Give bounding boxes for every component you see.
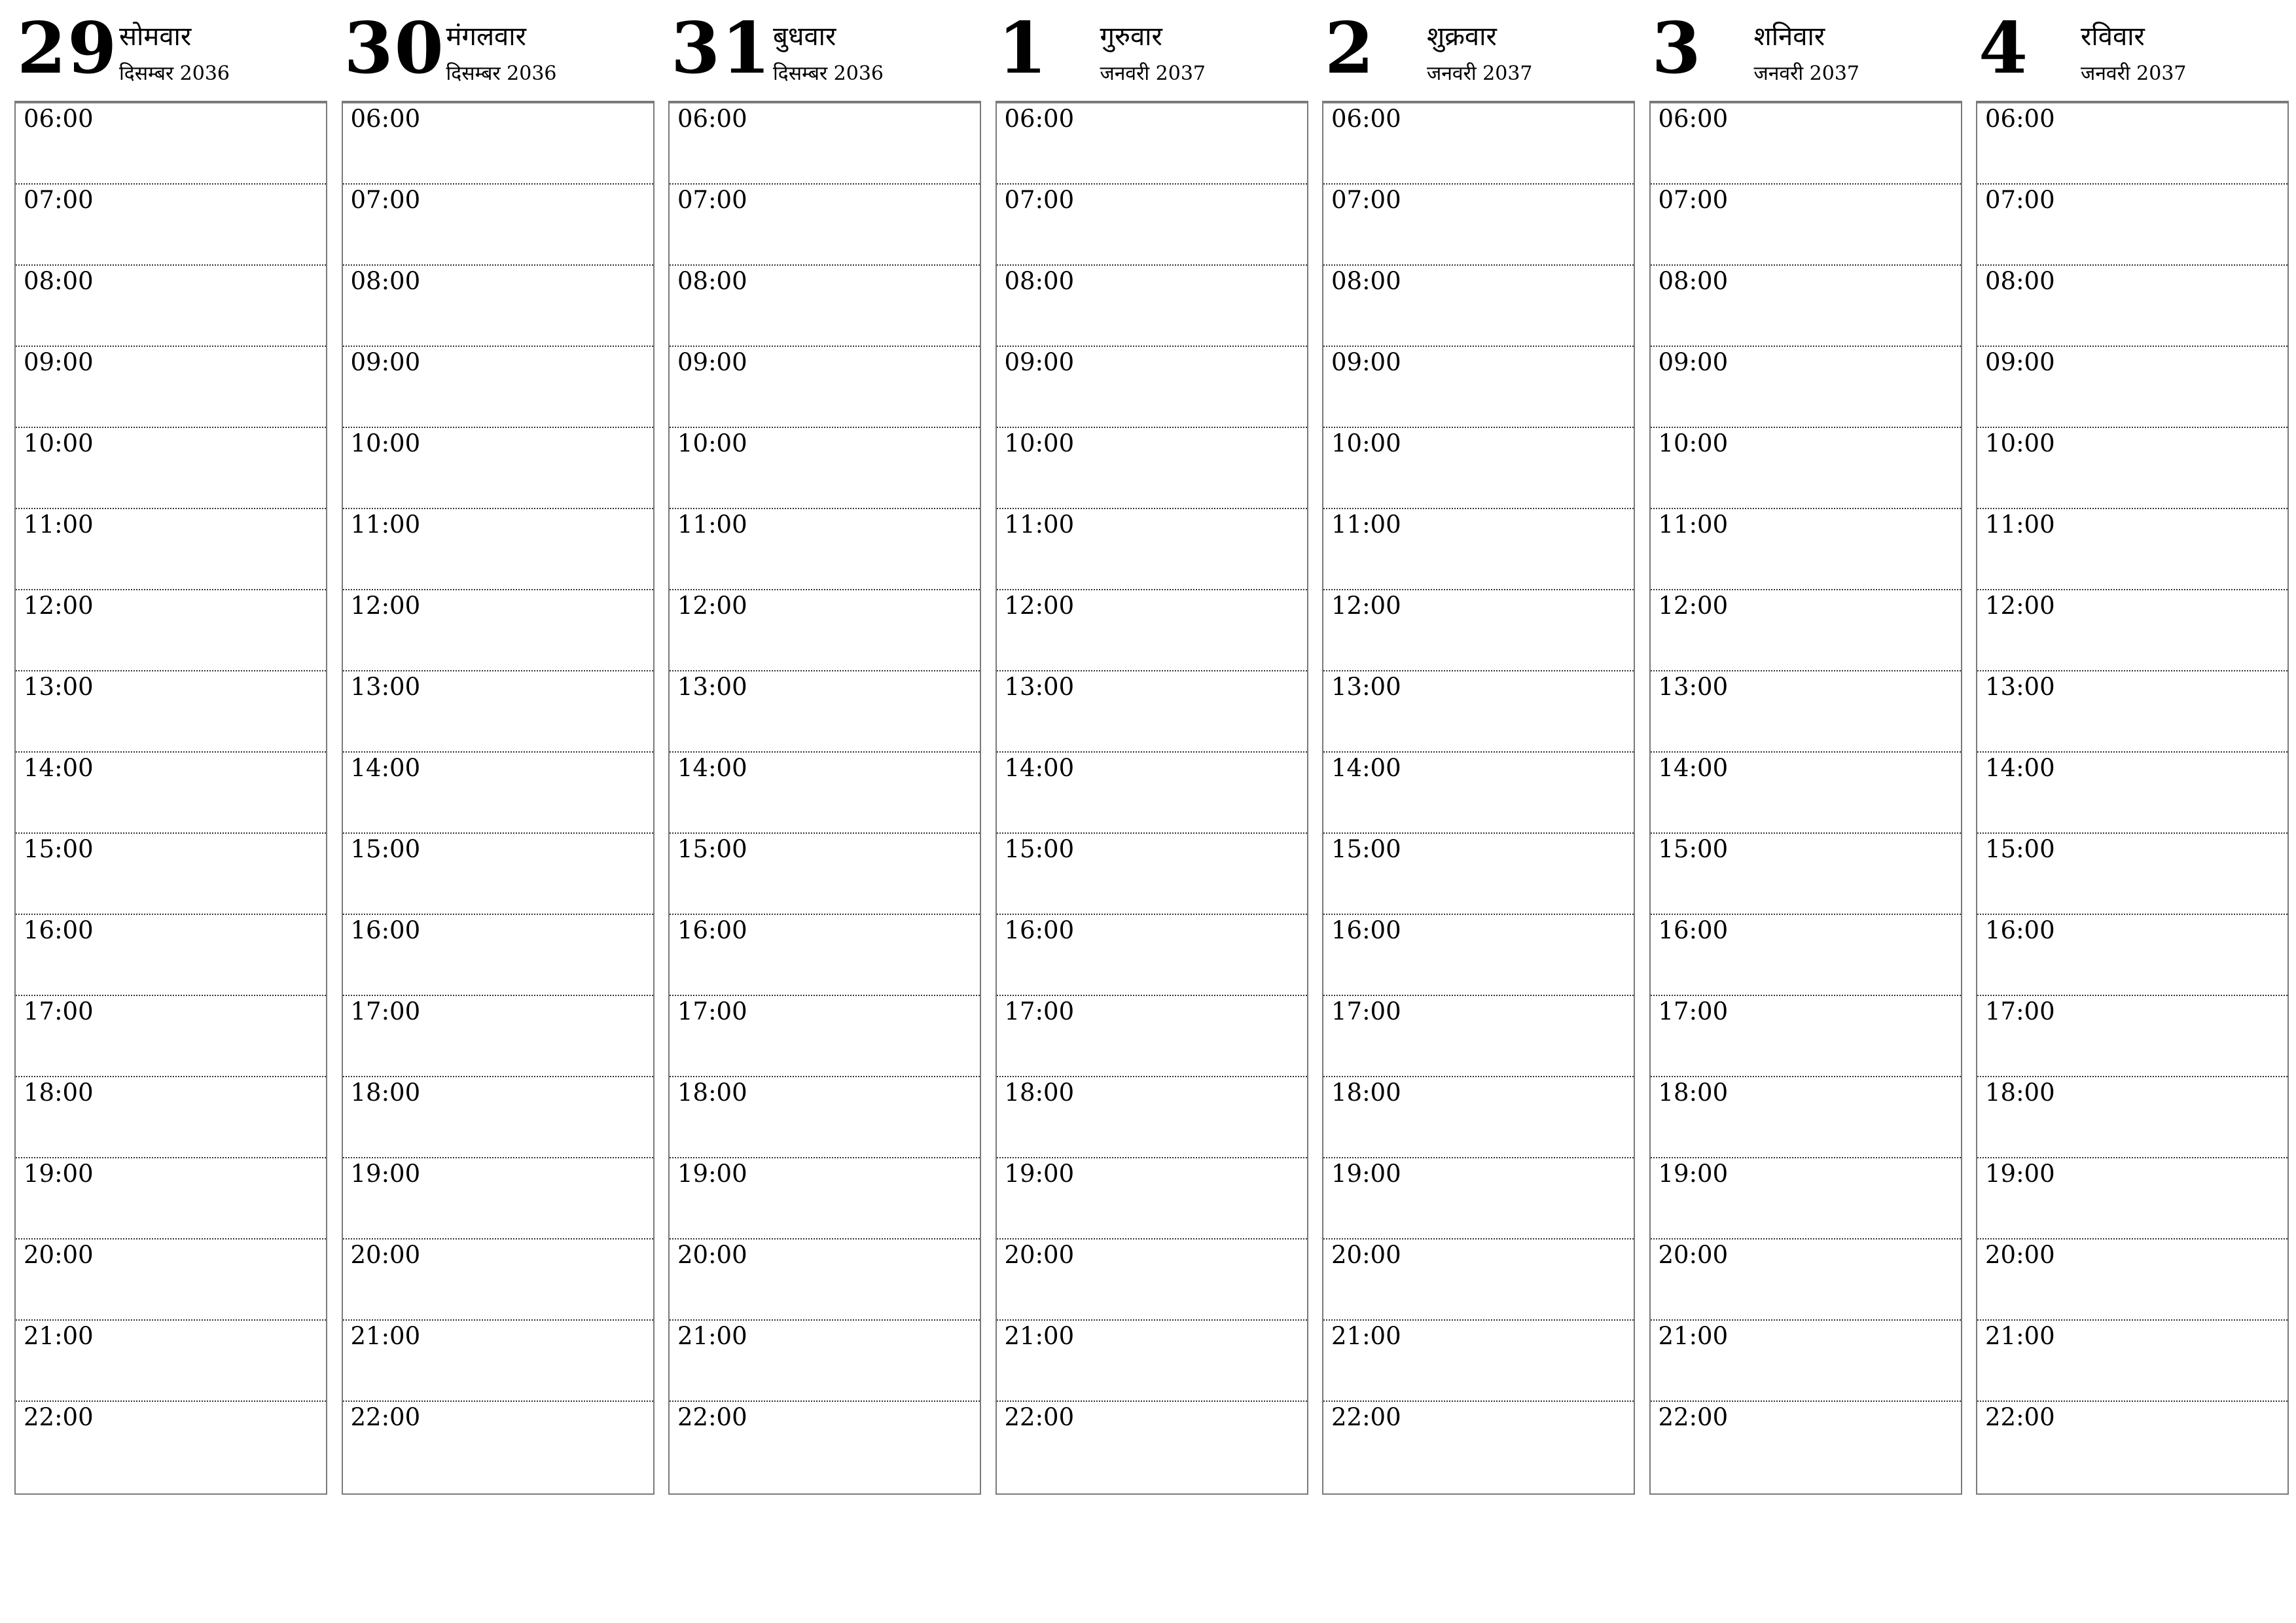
month-year: जनवरी 2037 (1753, 62, 1860, 85)
day-number: 31 (671, 7, 772, 90)
time-slot[interactable] (343, 185, 653, 266)
day-number: 3 (1651, 7, 1702, 90)
time-label: 22:00 (24, 1403, 94, 1431)
time-label: 08:00 (1658, 267, 1729, 295)
time-label: 07:00 (1658, 186, 1729, 214)
time-label: 22:00 (677, 1403, 747, 1431)
time-slot[interactable] (16, 103, 326, 185)
time-label: 16:00 (677, 916, 747, 944)
time-label: 11:00 (677, 510, 747, 539)
time-label: 18:00 (1004, 1079, 1075, 1107)
time-label: 07:00 (1004, 186, 1075, 214)
time-slot[interactable] (1651, 1158, 1961, 1240)
time-slot[interactable] (1977, 671, 2287, 753)
time-slot-box (14, 101, 327, 1495)
time-slot[interactable] (1977, 347, 2287, 428)
time-slot[interactable] (1651, 996, 1961, 1077)
month-year: जनवरी 2037 (1100, 62, 1206, 85)
time-label: 09:00 (24, 348, 94, 376)
time-slot[interactable] (1651, 1402, 1961, 1493)
time-slot[interactable] (343, 1321, 653, 1402)
day-column (342, 0, 655, 1499)
time-slot[interactable] (343, 1158, 653, 1240)
time-label: 07:00 (24, 186, 94, 214)
month-year: दिसम्बर 2036 (119, 62, 230, 85)
time-label: 18:00 (24, 1079, 94, 1107)
day-header (1649, 0, 1962, 101)
time-slot[interactable] (1977, 509, 2287, 590)
time-slot[interactable] (16, 671, 326, 753)
day-number: 2 (1325, 7, 1376, 90)
time-slot[interactable] (16, 1158, 326, 1240)
time-slot[interactable] (997, 671, 1307, 753)
time-label: 21:00 (1331, 1322, 1401, 1350)
time-label: 06:00 (24, 105, 94, 133)
time-label: 20:00 (24, 1241, 94, 1269)
time-slot[interactable] (1651, 1077, 1961, 1158)
time-slot[interactable] (16, 428, 326, 509)
time-slot[interactable] (343, 834, 653, 915)
time-label: 07:00 (350, 186, 421, 214)
time-label: 15:00 (350, 835, 421, 863)
time-label: 21:00 (24, 1322, 94, 1350)
weekday-name: गुरुवार (1100, 22, 1162, 52)
time-label: 10:00 (1331, 429, 1401, 457)
time-label: 14:00 (1004, 754, 1075, 782)
time-slot[interactable] (1323, 590, 1634, 671)
time-slot[interactable] (1651, 1240, 1961, 1321)
time-label: 18:00 (1985, 1079, 2055, 1107)
time-slot[interactable] (670, 671, 980, 753)
time-label: 08:00 (677, 267, 747, 295)
time-label: 06:00 (1004, 105, 1075, 133)
time-label: 21:00 (1985, 1322, 2055, 1350)
time-slot[interactable] (997, 1158, 1307, 1240)
day-header (668, 0, 981, 101)
time-label: 21:00 (350, 1322, 421, 1350)
time-label: 11:00 (24, 510, 94, 539)
time-label: 09:00 (1331, 348, 1401, 376)
time-label: 18:00 (1658, 1079, 1729, 1107)
time-slot[interactable] (1651, 428, 1961, 509)
time-slot[interactable] (1651, 103, 1961, 185)
time-label: 19:00 (350, 1160, 421, 1188)
time-label: 06:00 (1658, 105, 1729, 133)
time-label: 14:00 (1658, 754, 1729, 782)
time-slot[interactable] (997, 509, 1307, 590)
time-slot[interactable] (16, 347, 326, 428)
time-slot[interactable] (16, 1402, 326, 1493)
time-slot[interactable] (997, 103, 1307, 185)
time-slot[interactable] (343, 590, 653, 671)
time-label: 15:00 (1331, 835, 1401, 863)
time-slot[interactable] (1651, 590, 1961, 671)
time-label: 19:00 (24, 1160, 94, 1188)
time-slot[interactable] (1977, 185, 2287, 266)
time-label: 15:00 (1004, 835, 1075, 863)
time-label: 10:00 (677, 429, 747, 457)
time-label: 18:00 (350, 1079, 421, 1107)
time-slot[interactable] (16, 1240, 326, 1321)
time-slot[interactable] (1977, 1158, 2287, 1240)
time-label: 20:00 (1331, 1241, 1401, 1269)
weekday-name: बुधवार (773, 22, 836, 52)
time-slot[interactable] (1323, 915, 1634, 996)
time-slot[interactable] (1651, 185, 1961, 266)
time-slot[interactable] (1651, 266, 1961, 347)
month-year: जनवरी 2037 (1427, 62, 1533, 85)
time-label: 06:00 (677, 105, 747, 133)
time-slot[interactable] (670, 915, 980, 996)
time-slot[interactable] (1323, 753, 1634, 834)
time-slot[interactable] (1651, 347, 1961, 428)
time-slot[interactable] (997, 1402, 1307, 1493)
time-label: 11:00 (1985, 510, 2055, 539)
day-column (1976, 0, 2289, 1499)
time-label: 10:00 (1004, 429, 1075, 457)
time-label: 08:00 (350, 267, 421, 295)
time-slot[interactable] (670, 185, 980, 266)
time-slot[interactable] (1977, 103, 2287, 185)
day-header (1976, 0, 2289, 101)
time-slot[interactable] (343, 428, 653, 509)
weekly-planner (14, 0, 2293, 1499)
time-label: 17:00 (1658, 997, 1729, 1026)
time-slot[interactable] (1323, 1077, 1634, 1158)
time-label: 22:00 (1331, 1403, 1401, 1431)
time-slot[interactable] (1323, 996, 1634, 1077)
time-label: 22:00 (1004, 1403, 1075, 1431)
time-label: 16:00 (350, 916, 421, 944)
time-label: 12:00 (24, 592, 94, 620)
time-label: 21:00 (677, 1322, 747, 1350)
time-label: 20:00 (1658, 1241, 1729, 1269)
time-slot[interactable] (1977, 834, 2287, 915)
time-label: 11:00 (1658, 510, 1729, 539)
time-label: 07:00 (1331, 186, 1401, 214)
time-slot[interactable] (1977, 996, 2287, 1077)
time-slot[interactable] (16, 185, 326, 266)
time-slot[interactable] (1977, 266, 2287, 347)
time-slot[interactable] (16, 509, 326, 590)
time-slot[interactable] (343, 996, 653, 1077)
time-slot[interactable] (1977, 590, 2287, 671)
time-label: 19:00 (1985, 1160, 2055, 1188)
time-slot-box (1649, 101, 1962, 1495)
month-year: दिसम्बर 2036 (773, 62, 884, 85)
time-slot[interactable] (1323, 834, 1634, 915)
time-slot[interactable] (670, 103, 980, 185)
time-label: 17:00 (350, 997, 421, 1026)
time-label: 13:00 (1004, 673, 1075, 701)
time-label: 14:00 (1985, 754, 2055, 782)
time-label: 10:00 (1985, 429, 2055, 457)
time-label: 06:00 (1985, 105, 2055, 133)
weekday-name: शुक्रवार (1427, 22, 1497, 52)
time-slot[interactable] (343, 671, 653, 753)
time-slot[interactable] (997, 915, 1307, 996)
time-label: 09:00 (350, 348, 421, 376)
time-label: 12:00 (1331, 592, 1401, 620)
month-year: दिसम्बर 2036 (446, 62, 557, 85)
time-slot-box (342, 101, 655, 1495)
time-slot[interactable] (1651, 753, 1961, 834)
time-label: 12:00 (1985, 592, 2055, 620)
time-slot[interactable] (997, 834, 1307, 915)
time-slot[interactable] (343, 1402, 653, 1493)
time-label: 08:00 (24, 267, 94, 295)
time-label: 21:00 (1004, 1322, 1075, 1350)
time-slot[interactable] (670, 1077, 980, 1158)
time-slot[interactable] (997, 347, 1307, 428)
time-label: 13:00 (677, 673, 747, 701)
day-column (1649, 0, 1962, 1499)
time-label: 11:00 (350, 510, 421, 539)
time-label: 20:00 (350, 1241, 421, 1269)
time-slot[interactable] (1323, 509, 1634, 590)
time-label: 14:00 (350, 754, 421, 782)
time-label: 17:00 (677, 997, 747, 1026)
time-label: 10:00 (1658, 429, 1729, 457)
time-slot[interactable] (16, 753, 326, 834)
time-slot[interactable] (1323, 1158, 1634, 1240)
time-slot[interactable] (997, 428, 1307, 509)
time-label: 16:00 (1658, 916, 1729, 944)
time-label: 21:00 (1658, 1322, 1729, 1350)
time-slot[interactable] (997, 1321, 1307, 1402)
time-label: 15:00 (1658, 835, 1729, 863)
time-label: 16:00 (24, 916, 94, 944)
time-slot[interactable] (16, 590, 326, 671)
time-slot[interactable] (670, 347, 980, 428)
time-slot[interactable] (670, 428, 980, 509)
time-slot[interactable] (16, 1077, 326, 1158)
time-slot[interactable] (670, 1240, 980, 1321)
day-header (1322, 0, 1635, 101)
time-slot[interactable] (16, 996, 326, 1077)
time-slot[interactable] (670, 509, 980, 590)
day-header (342, 0, 655, 101)
time-label: 22:00 (1985, 1403, 2055, 1431)
time-slot[interactable] (670, 1321, 980, 1402)
time-slot[interactable] (343, 1077, 653, 1158)
day-column (1322, 0, 1635, 1499)
time-label: 11:00 (1331, 510, 1401, 539)
time-slot[interactable] (997, 1240, 1307, 1321)
time-label: 12:00 (677, 592, 747, 620)
time-label: 12:00 (350, 592, 421, 620)
time-label: 17:00 (24, 997, 94, 1026)
time-slot[interactable] (1323, 1240, 1634, 1321)
weekday-name: रविवार (2081, 22, 2145, 52)
time-slot[interactable] (16, 266, 326, 347)
time-label: 17:00 (1331, 997, 1401, 1026)
time-slot[interactable] (1977, 1402, 2287, 1493)
time-slot-box (1322, 101, 1635, 1495)
time-slot[interactable] (343, 103, 653, 185)
time-slot[interactable] (1651, 671, 1961, 753)
time-label: 16:00 (1985, 916, 2055, 944)
time-slot[interactable] (343, 347, 653, 428)
time-slot[interactable] (1323, 1321, 1634, 1402)
time-slot[interactable] (1977, 753, 2287, 834)
time-label: 13:00 (1658, 673, 1729, 701)
weekday-name: मंगलवार (446, 22, 527, 52)
time-label: 12:00 (1658, 592, 1729, 620)
time-label: 09:00 (677, 348, 747, 376)
time-slot[interactable] (1323, 185, 1634, 266)
time-label: 09:00 (1658, 348, 1729, 376)
time-label: 20:00 (1985, 1241, 2055, 1269)
weekday-name: सोमवार (119, 22, 192, 52)
time-label: 13:00 (1331, 673, 1401, 701)
time-label: 10:00 (24, 429, 94, 457)
time-slot-box (1976, 101, 2289, 1495)
time-slot[interactable] (343, 1240, 653, 1321)
time-slot[interactable] (1323, 1402, 1634, 1493)
time-label: 13:00 (1985, 673, 2055, 701)
time-slot[interactable] (670, 590, 980, 671)
time-slot[interactable] (16, 1321, 326, 1402)
time-label: 15:00 (677, 835, 747, 863)
time-label: 13:00 (24, 673, 94, 701)
time-slot[interactable] (997, 753, 1307, 834)
time-label: 11:00 (1004, 510, 1075, 539)
time-label: 08:00 (1331, 267, 1401, 295)
time-label: 09:00 (1985, 348, 2055, 376)
time-slot[interactable] (1977, 428, 2287, 509)
time-slot[interactable] (670, 996, 980, 1077)
time-slot[interactable] (1323, 347, 1634, 428)
time-slot[interactable] (1323, 428, 1634, 509)
time-label: 20:00 (1004, 1241, 1075, 1269)
time-label: 06:00 (1331, 105, 1401, 133)
time-slot[interactable] (16, 915, 326, 996)
day-column (996, 0, 1308, 1499)
time-label: 06:00 (350, 105, 421, 133)
time-label: 20:00 (677, 1241, 747, 1269)
time-slot[interactable] (1977, 1321, 2287, 1402)
time-slot[interactable] (1977, 1240, 2287, 1321)
day-number: 30 (344, 7, 445, 90)
time-slot-box (668, 101, 981, 1495)
time-label: 14:00 (1331, 754, 1401, 782)
time-label: 18:00 (1331, 1079, 1401, 1107)
time-slot[interactable] (997, 590, 1307, 671)
time-label: 15:00 (1985, 835, 2055, 863)
time-slot[interactable] (1323, 671, 1634, 753)
day-column (668, 0, 981, 1499)
time-label: 17:00 (1004, 997, 1075, 1026)
time-label: 14:00 (677, 754, 747, 782)
time-label: 14:00 (24, 754, 94, 782)
time-slot[interactable] (16, 834, 326, 915)
time-slot[interactable] (670, 753, 980, 834)
time-label: 08:00 (1985, 267, 2055, 295)
time-label: 13:00 (350, 673, 421, 701)
time-slot[interactable] (343, 915, 653, 996)
time-slot[interactable] (1651, 1321, 1961, 1402)
time-slot[interactable] (997, 266, 1307, 347)
day-column (14, 0, 327, 1499)
time-slot[interactable] (670, 1158, 980, 1240)
time-label: 15:00 (24, 835, 94, 863)
time-slot[interactable] (670, 1402, 980, 1493)
time-label: 07:00 (677, 186, 747, 214)
time-slot[interactable] (670, 266, 980, 347)
day-number: 4 (1979, 7, 2030, 90)
time-label: 08:00 (1004, 267, 1075, 295)
time-label: 19:00 (677, 1160, 747, 1188)
time-label: 19:00 (1658, 1160, 1729, 1188)
time-slot[interactable] (1651, 915, 1961, 996)
day-header (14, 0, 327, 101)
time-slot[interactable] (997, 1077, 1307, 1158)
time-label: 19:00 (1004, 1160, 1075, 1188)
time-slot[interactable] (1323, 266, 1634, 347)
time-slot[interactable] (997, 996, 1307, 1077)
time-slot[interactable] (343, 266, 653, 347)
time-slot-box (996, 101, 1308, 1495)
time-label: 16:00 (1004, 916, 1075, 944)
day-number: 1 (997, 7, 1049, 90)
time-slot[interactable] (343, 753, 653, 834)
time-slot[interactable] (997, 185, 1307, 266)
time-slot[interactable] (670, 834, 980, 915)
time-label: 18:00 (677, 1079, 747, 1107)
time-label: 22:00 (1658, 1403, 1729, 1431)
weekday-name: शनिवार (1753, 22, 1825, 52)
day-number: 29 (17, 7, 118, 90)
time-label: 07:00 (1985, 186, 2055, 214)
time-slot[interactable] (1323, 103, 1634, 185)
time-slot[interactable] (343, 509, 653, 590)
time-slot[interactable] (1651, 509, 1961, 590)
time-label: 17:00 (1985, 997, 2055, 1026)
time-label: 22:00 (350, 1403, 421, 1431)
time-label: 10:00 (350, 429, 421, 457)
time-label: 09:00 (1004, 348, 1075, 376)
month-year: जनवरी 2037 (2081, 62, 2187, 85)
time-label: 19:00 (1331, 1160, 1401, 1188)
time-slot[interactable] (1651, 834, 1961, 915)
time-label: 16:00 (1331, 916, 1401, 944)
time-label: 12:00 (1004, 592, 1075, 620)
time-slot[interactable] (1977, 1077, 2287, 1158)
time-slot[interactable] (1977, 915, 2287, 996)
day-header (996, 0, 1308, 101)
